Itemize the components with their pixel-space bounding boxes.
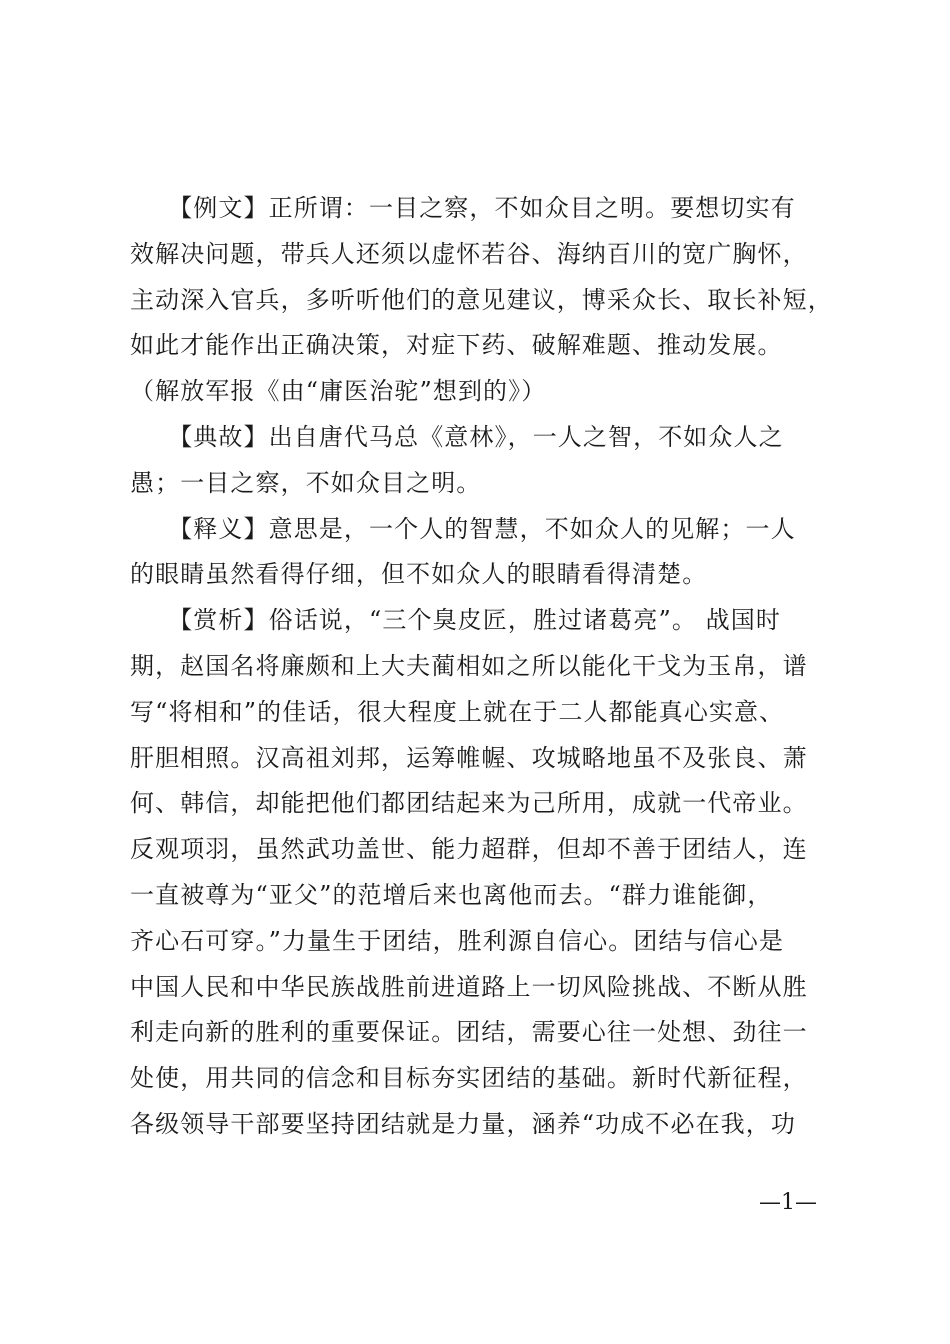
text-line: 【典故】出自唐代马总《意林》，一人之智，不如众人之 (130, 422, 784, 451)
source-citation: （解放军报《由“庸医治驼”想到的》） (130, 377, 547, 406)
text-line: 写“将相和”的佳话，很大程度上就在于二人都能真心实意、 (130, 697, 785, 726)
text-line: 反观项羽，虽然武功盖世、能力超群，但却不善于团结人，连 (130, 835, 808, 864)
example-paragraph (130, 186, 833, 415)
page-number: —1— (759, 1190, 817, 1215)
text-line: 肝胆相照。汉高祖刘邦，运筹帷幄、攻城略地虽不及张良、萧 (130, 743, 808, 772)
text-line: 何、韩信，却能把他们都团结起来为己所用，成就一代帝业。 (130, 789, 808, 818)
text-line: 【例文】正所谓：一目之察，不如众目之明。要想切实有 (130, 194, 796, 222)
text-line: 处使，用共同的信念和目标夯实团结的基础。新时代新征程， (130, 1064, 808, 1093)
text-line: 【赏析】俗话说，“三个臭皮匠，胜过诸葛亮”。 战国时 (130, 606, 781, 635)
text-line: 利走向新的胜利的重要保证。团结，需要心往一处想、劲往一 (130, 1018, 808, 1047)
document-body (130, 186, 833, 1148)
text-line: 齐心石可穿。”力量生于团结，胜利源自信心。团结与信心是 (130, 926, 784, 955)
meaning-paragraph (130, 507, 830, 599)
text-line: 效解决问题，带兵人还须以虚怀若谷、海纳百川的宽广胸怀， (130, 239, 808, 268)
text-line: 主动深入官兵，多听听他们的意见建议，博采众长、取长补短， (130, 285, 833, 314)
allusion-paragraph (130, 415, 830, 507)
text-line: 如此才能作出正确决策，对症下药、破解难题、推动发展。 (130, 331, 783, 360)
appreciation-paragraph (130, 598, 830, 1148)
text-line: 【释义】意思是，一个人的智慧，不如众人的见解；一人 (130, 514, 796, 543)
text-line: 中国人民和中华民族战胜前进道路上一切风险挑战、不断从胜 (130, 972, 808, 1001)
text-line: 一直被尊为“亚父”的范增后来也离他而去。“群力谁能御， (130, 880, 773, 909)
text-line: 的眼睛虽然看得仔细，但不如众人的眼睛看得清楚。 (130, 560, 708, 589)
text-line: 愚；一目之察，不如众目之明。 (130, 468, 482, 497)
text-line: 期，赵国名将廉颇和上大夫蔺相如之所以能化干戈为玉帛，谱 (130, 651, 808, 680)
text-line: 各级领导干部要坚持团结就是力量，涵养“功成不必在我，功 (130, 1109, 796, 1138)
